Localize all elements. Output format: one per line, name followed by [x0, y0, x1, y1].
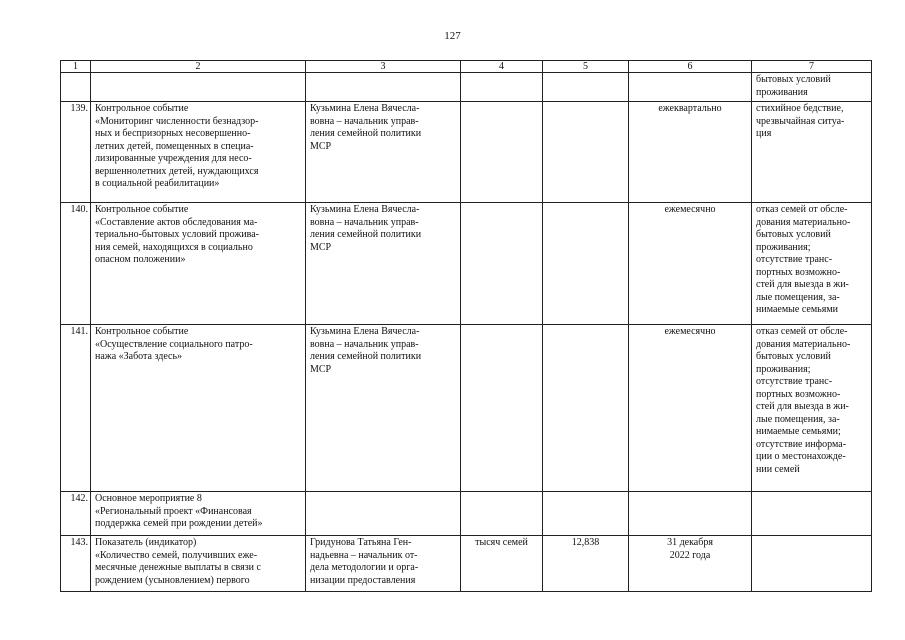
table-row	[61, 102, 872, 203]
risks-cell: отказ семей от обсле- дования материально- бытовых условий проживания; отсутствие транс- портных возможно- стей для выезда в жи- лые помещения, за- нимаемые семьями; отсутствие информа- ции о местонахожде- нии семей	[752, 325, 872, 492]
responsible-cell	[306, 73, 461, 102]
header-cell: 6	[629, 61, 752, 73]
deadline-cell: ежемесячно	[629, 325, 752, 492]
risks-cell	[752, 536, 872, 592]
plan-table	[60, 60, 872, 592]
row-number: 142.	[61, 492, 91, 536]
responsible-cell: Кузьмина Елена Вячесла- вовна – начальник управ- ления семейной политики МСР	[306, 102, 461, 203]
deadline-cell: 31 декабря 2022 года	[629, 536, 752, 592]
event-cell: Основное мероприятие 8 «Региональный проект «Финансовая поддержка семей при рождении детей»	[91, 492, 306, 536]
header-cell: 5	[543, 61, 629, 73]
event-cell: Показатель (индикатор) «Количество семей, получивших еже- месячные денежные выплаты в связи с рождением (усыновлением) первого	[91, 536, 306, 592]
value-cell	[543, 102, 629, 203]
unit-cell	[461, 203, 543, 325]
table-row	[61, 536, 872, 592]
row-number: 141.	[61, 325, 91, 492]
responsible-cell: Гридунова Татьяна Ген- надьевна – начальник от- дела методологии и орга- низации предоставления	[306, 536, 461, 592]
deadline-cell: ежеквартально	[629, 102, 752, 203]
deadline-cell	[629, 492, 752, 536]
header-cell: 4	[461, 61, 543, 73]
risks-cell	[752, 492, 872, 536]
deadline-cell: ежемесячно	[629, 203, 752, 325]
row-number: 140.	[61, 203, 91, 325]
header-cell: 1	[61, 61, 91, 73]
table-row	[61, 73, 872, 102]
header-row	[61, 61, 872, 73]
row-number: 139.	[61, 102, 91, 203]
table-row	[61, 492, 872, 536]
header-cell: 2	[91, 61, 306, 73]
responsible-cell: Кузьмина Елена Вячесла- вовна – начальник управ- ления семейной политики МСР	[306, 203, 461, 325]
header-cell: 7	[752, 61, 872, 73]
event-cell: Контрольное событие «Осуществление социального патро- нажа «Забота здесь»	[91, 325, 306, 492]
value-cell	[543, 203, 629, 325]
row-number: 143.	[61, 536, 91, 592]
value-cell: 12,838	[543, 536, 629, 592]
risks-cell: стихийное бедствие, чрезвычайная ситуа- ция	[752, 102, 872, 203]
value-cell	[543, 492, 629, 536]
deadline-cell	[629, 73, 752, 102]
unit-cell	[461, 492, 543, 536]
unit-cell	[461, 102, 543, 203]
table-row	[61, 203, 872, 325]
row-number	[61, 73, 91, 102]
event-cell	[91, 73, 306, 102]
table-row	[61, 325, 872, 492]
header-cell: 3	[306, 61, 461, 73]
value-cell	[543, 325, 629, 492]
page-number: 127	[444, 30, 461, 42]
value-cell	[543, 73, 629, 102]
unit-cell: тысяч семей	[461, 536, 543, 592]
responsible-cell	[306, 492, 461, 536]
event-cell: Контрольное событие «Составление актов обследования ма- териально-бытовых условий прожива- ния семей, находящихся в социально опасном положении»	[91, 203, 306, 325]
responsible-cell: Кузьмина Елена Вячесла- вовна – начальник управ- ления семейной политики МСР	[306, 325, 461, 492]
unit-cell	[461, 73, 543, 102]
risks-cell: отказ семей от обсле- дования материально- бытовых условий проживания; отсутствие транс- портных возможно- стей для выезда в жи- лые помещения, за- нимаемые семьями	[752, 203, 872, 325]
risks-cell: бытовых условий проживания	[752, 73, 872, 102]
unit-cell	[461, 325, 543, 492]
event-cell: Контрольное событие «Мониторинг численности безнадзор- ных и беспризорных несовершенно- летних детей, помещенных в специа- лизированные учреждения для несо- вершеннолетних детей, нуждающихся в социальной реабилитации»	[91, 102, 306, 203]
